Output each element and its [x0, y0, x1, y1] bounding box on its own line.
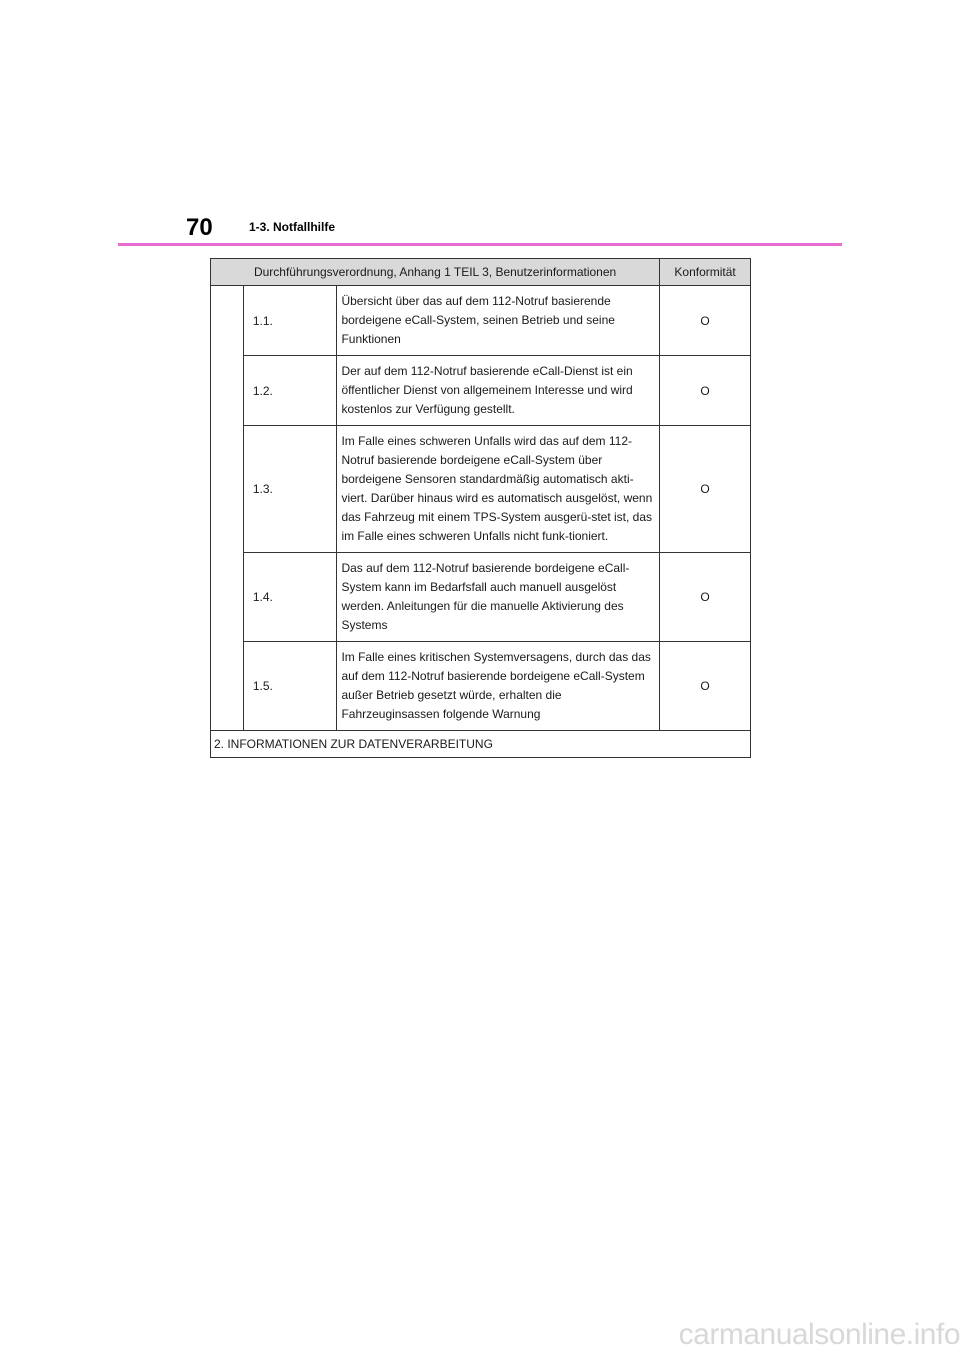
item-number: 1.4. [243, 553, 337, 642]
item-number: 1.2. [243, 356, 337, 426]
item-description: Im Falle eines kritischen Systemversagens, durch das das auf dem 112-Notruf basierende bordeigene eCall-System außer Betrieb gesetzt würde, erhalten die Fahrzeuginsassen folgende Warnung [337, 642, 660, 731]
item-description: Der auf dem 112-Notruf basierende eCall-Dienst ist ein öffentlicher Dienst von allgemeinem Interesse und wird kostenlos zur Verfügung gestellt. [337, 356, 660, 426]
section-2-heading: 2. INFORMATIONEN ZUR DATENVERARBEITUNG [211, 731, 751, 758]
table-header-row [211, 259, 751, 286]
section-title: 1-3. Notfallhilfe [249, 220, 336, 234]
watermark: carmanualsonline.info [678, 1318, 960, 1351]
table-header [211, 259, 751, 286]
table-row [211, 286, 751, 356]
item-description: Das auf dem 112-Notruf basierende bordeigene eCall-System kann im Bedarfsfall auch manuell ausgelöst werden. Anleitungen für die manuelle Aktivierung des Systems [337, 553, 660, 642]
item-conformity: O [660, 286, 751, 356]
item-conformity: O [660, 553, 751, 642]
item-number: 1.3. [243, 426, 337, 553]
item-description: Übersicht über das auf dem 112-Notruf basierende bordeigene eCall-System, seinen Betrieb und seine Funktionen [337, 286, 660, 356]
table-footer-row [211, 731, 751, 758]
table-row [211, 426, 751, 553]
table-row [211, 553, 751, 642]
table-body [211, 286, 751, 758]
item-number: 1.1. [243, 286, 337, 356]
page-number: 70 [186, 214, 213, 241]
indent-cell [211, 286, 244, 731]
table-row [211, 356, 751, 426]
table-row [211, 642, 751, 731]
header-divider [118, 243, 842, 246]
conformity-table [210, 258, 751, 758]
regulation-column-header: Durchführungsverordnung, Anhang 1 TEIL 3, Benutzerinformationen [211, 259, 660, 286]
item-conformity: O [660, 426, 751, 553]
conformity-column-header: Konformität [660, 259, 751, 286]
item-description: Im Falle eines schweren Unfalls wird das auf dem 112-Notruf basierende bordeigene eCall-System über bordeigene Sensoren standardmäßig automatisch akti-viert. Darüber hinaus wird es automatisch ausgelöst, wenn das Fahrzeug mit einem TPS-System ausgerü-stet ist, das im Falle eines schweren Unfalls nicht funk-tioniert. [337, 426, 660, 553]
item-conformity: O [660, 642, 751, 731]
item-conformity: O [660, 356, 751, 426]
item-number: 1.5. [243, 642, 337, 731]
